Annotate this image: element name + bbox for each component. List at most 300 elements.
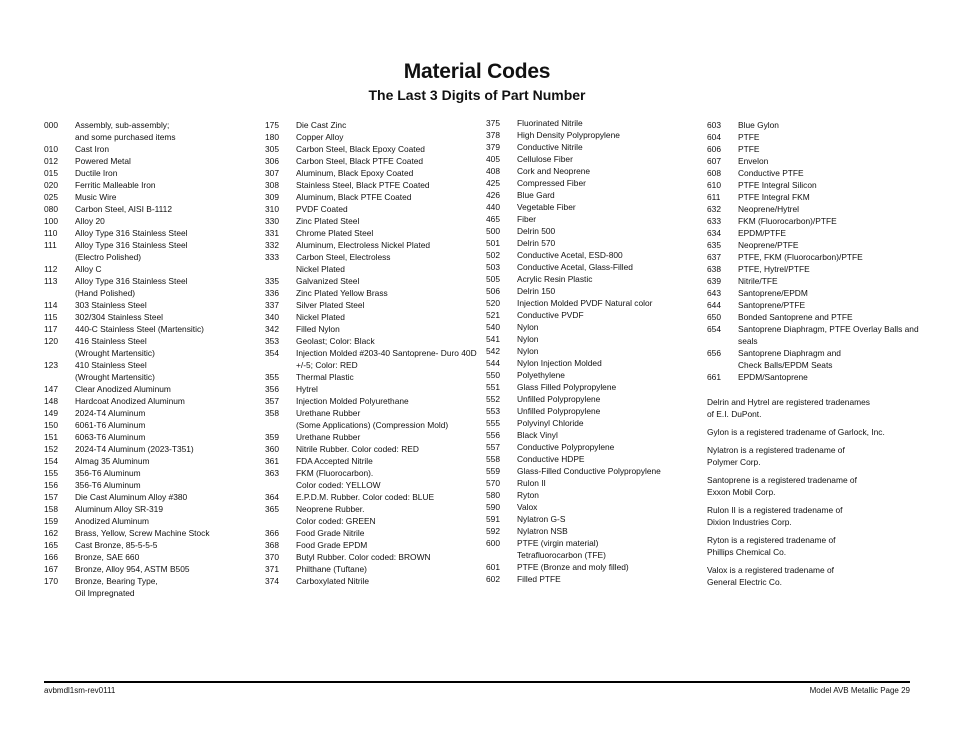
material-code: 602: [486, 574, 500, 584]
material-row: [265, 395, 470, 407]
material-row-continuation: [44, 287, 249, 299]
material-description: Cellulose Fiber: [517, 154, 573, 164]
material-row: [44, 575, 249, 587]
material-row: [486, 141, 691, 153]
material-description: Envelon: [738, 156, 769, 166]
material-code: 358: [265, 408, 279, 418]
material-row: [707, 323, 919, 335]
material-row: [265, 503, 470, 515]
material-row: [265, 287, 470, 299]
material-description: Conductive Polypropylene: [517, 442, 615, 452]
material-description: Chrome Plated Steel: [296, 228, 374, 238]
material-code: 551: [486, 382, 500, 392]
material-row: [486, 297, 691, 309]
material-row: [44, 335, 249, 347]
material-code: 426: [486, 190, 500, 200]
material-code: 559: [486, 466, 500, 476]
material-row: [44, 263, 249, 275]
material-row: [265, 119, 470, 131]
material-code: 156: [44, 480, 58, 490]
material-code: 374: [265, 576, 279, 586]
material-description: Black Vinyl: [517, 430, 558, 440]
material-row: [486, 453, 691, 465]
material-code: 440: [486, 202, 500, 212]
material-code: 375: [486, 118, 500, 128]
material-code: 149: [44, 408, 58, 418]
material-description: 6061-T6 Aluminum: [75, 420, 146, 430]
material-description: Acrylic Resin Plastic: [517, 274, 593, 284]
material-row: [486, 165, 691, 177]
material-description: Silver Plated Steel: [296, 300, 365, 310]
material-row: [486, 237, 691, 249]
trademark-note: Gylon is a registered tradename of Garlock, Inc.: [707, 427, 885, 437]
material-description: Injection Molded #203-40 Santoprene- Duro 40D: [296, 348, 477, 358]
material-description: seals: [738, 336, 758, 346]
material-description: Ryton: [517, 490, 539, 500]
material-description: Aluminum, Black PTFE Coated: [296, 192, 412, 202]
material-row: [265, 311, 470, 323]
material-code: 365: [265, 504, 279, 514]
material-code: 544: [486, 358, 500, 368]
material-description: Powered Metal: [75, 156, 131, 166]
material-code: 166: [44, 552, 58, 562]
material-code: 170: [44, 576, 58, 586]
page-title: Material Codes: [403, 60, 551, 83]
material-row-continuation: [265, 419, 470, 431]
material-description: Carbon Steel, Electroless: [296, 252, 391, 262]
material-description: Color coded: GREEN: [296, 516, 376, 526]
footer-page-label: Model AVB Metallic Page 29: [809, 686, 910, 695]
material-description: Bronze, Bearing Type,: [75, 576, 158, 586]
trademark-note: Rulon II is a registered tradename of Dixion Industries Corp.: [707, 505, 843, 527]
material-row: [44, 503, 249, 515]
material-row: [265, 227, 470, 239]
material-code: 540: [486, 322, 500, 332]
material-code: 151: [44, 432, 58, 442]
material-description: and some purchased items: [75, 132, 176, 142]
material-row-continuation: [707, 359, 912, 371]
material-row: [44, 455, 249, 467]
material-code: 155: [44, 468, 58, 478]
material-code: 363: [265, 468, 279, 478]
material-code: 505: [486, 274, 500, 284]
material-description: Carboxylated Nitrile: [296, 576, 370, 586]
material-row: [265, 347, 477, 359]
material-description: (Wrought Martensitic): [75, 372, 155, 382]
material-code: 635: [707, 240, 721, 250]
material-code: [44, 347, 75, 359]
material-code: 570: [486, 478, 500, 488]
material-code: 608: [707, 168, 721, 178]
material-row: [486, 153, 691, 165]
material-code: 113: [44, 276, 58, 286]
material-code: 340: [265, 312, 279, 322]
material-row: [707, 167, 912, 179]
material-code: 152: [44, 444, 58, 454]
material-code: 610: [707, 180, 721, 190]
material-description: Nitrile/TFE: [738, 276, 778, 286]
material-row: [707, 203, 912, 215]
material-code: 557: [486, 442, 500, 452]
material-description: PTFE, FKM (Fluorocarbon)/PTFE: [738, 252, 863, 262]
footer-rule: [44, 681, 910, 683]
material-description: Neoprene Rubber.: [296, 504, 365, 514]
material-code: 520: [486, 298, 500, 308]
material-row: [265, 407, 470, 419]
material-row: [486, 537, 691, 549]
material-code: 332: [265, 240, 279, 250]
material-description: PTFE: [738, 132, 760, 142]
material-row: [265, 131, 470, 143]
material-row: [707, 251, 912, 263]
material-row: [44, 383, 249, 395]
material-row: [44, 443, 249, 455]
material-description: Fluorinated Nitrile: [517, 118, 583, 128]
material-description: Alloy C: [75, 264, 102, 274]
material-code: 644: [707, 300, 721, 310]
material-row: [44, 215, 249, 227]
material-description: Hardcoat Anodized Aluminum: [75, 396, 185, 406]
material-description: 2024-T4 Aluminum: [75, 408, 146, 418]
material-row: [486, 417, 691, 429]
material-row: [486, 477, 691, 489]
trademark-note: Ryton is a registered tradename of Phillips Chemical Co.: [707, 535, 836, 557]
material-code: 158: [44, 504, 58, 514]
material-description: Nickel Plated: [296, 264, 345, 274]
material-description: Blue Gard: [517, 190, 555, 200]
material-code: [265, 263, 296, 275]
material-row: [707, 215, 912, 227]
material-row: [486, 201, 691, 213]
material-description: Nylon: [517, 346, 539, 356]
material-row: [44, 239, 249, 251]
material-code: 115: [44, 312, 58, 322]
material-description: Zinc Plated Yellow Brass: [296, 288, 388, 298]
material-code: 147: [44, 384, 58, 394]
material-code: 634: [707, 228, 721, 238]
material-row: [486, 213, 691, 225]
material-code: 308: [265, 180, 279, 190]
material-description: Assembly, sub-assembly;: [75, 120, 170, 130]
material-row: [44, 527, 249, 539]
material-code: 337: [265, 300, 279, 310]
material-description: PTFE (virgin material): [517, 538, 599, 548]
material-description: High Density Polypropylene: [517, 130, 620, 140]
material-description: Santoprene Diaphragm, PTFE Overlay Balls and: [738, 324, 919, 334]
material-code: 643: [707, 288, 721, 298]
material-code: 661: [707, 372, 721, 382]
material-code: 500: [486, 226, 500, 236]
material-code: 333: [265, 252, 279, 262]
material-code: 100: [44, 216, 58, 226]
material-row: [44, 311, 249, 323]
material-description: Hytrel: [296, 384, 318, 394]
material-row-continuation: [265, 263, 470, 275]
material-row: [486, 129, 691, 141]
material-row: [486, 441, 691, 453]
material-code: [265, 515, 296, 527]
material-code: 335: [265, 276, 279, 286]
material-row: [265, 275, 470, 287]
material-row: [707, 347, 912, 359]
material-row: [707, 131, 912, 143]
material-code: 080: [44, 204, 58, 214]
material-description: Conductive HDPE: [517, 454, 585, 464]
material-column-1: [44, 119, 249, 599]
trademark-note: Valox is a registered tradename of General Electric Co.: [707, 565, 834, 587]
material-row: [486, 177, 691, 189]
material-row: [44, 227, 249, 239]
material-code: 167: [44, 564, 58, 574]
material-description: EPDM/PTFE: [738, 228, 786, 238]
material-code: 521: [486, 310, 500, 320]
material-row: [265, 527, 470, 539]
material-description: Butyl Rubber. Color coded: BROWN: [296, 552, 431, 562]
material-row: [44, 323, 249, 335]
material-description: Santoprene/PTFE: [738, 300, 806, 310]
material-row: [44, 431, 249, 443]
material-column-2: [265, 119, 477, 587]
material-code: 112: [44, 264, 58, 274]
material-row: [44, 419, 249, 431]
material-code: 558: [486, 454, 500, 464]
material-row: [265, 323, 470, 335]
material-description: Zinc Plated Steel: [296, 216, 360, 226]
material-code: 012: [44, 156, 58, 166]
material-description: Alloy Type 316 Stainless Steel: [75, 228, 188, 238]
material-description: (Wrought Martensitic): [75, 348, 155, 358]
material-code: 606: [707, 144, 721, 154]
material-description: Compressed Fiber: [517, 178, 586, 188]
material-code: 370: [265, 552, 279, 562]
material-description: Rulon II: [517, 478, 546, 488]
material-code: 353: [265, 336, 279, 346]
material-description: Food Grade Nitrile: [296, 528, 365, 538]
material-row: [44, 167, 249, 179]
spacer: [707, 383, 912, 396]
material-row: [44, 515, 249, 527]
material-row: [486, 573, 691, 585]
material-code: 114: [44, 300, 58, 310]
material-code: 000: [44, 120, 58, 130]
material-row: [44, 275, 249, 287]
material-code: 656: [707, 348, 721, 358]
material-code: [44, 251, 75, 263]
material-row-continuation: [44, 131, 249, 143]
material-description: Food Grade EPDM: [296, 540, 368, 550]
material-row: [44, 539, 249, 551]
material-row: [44, 143, 249, 155]
material-code: 639: [707, 276, 721, 286]
material-row: [486, 381, 691, 393]
material-row-continuation: [44, 347, 249, 359]
material-code: 408: [486, 166, 500, 176]
material-row: [265, 563, 470, 575]
material-code: 650: [707, 312, 721, 322]
material-description: Nitrile Rubber. Color coded: RED: [296, 444, 419, 454]
material-description: FKM (Fluorocarbon)/PTFE: [738, 216, 837, 226]
material-description: 416 Stainless Steel: [75, 336, 147, 346]
material-row: [486, 285, 691, 297]
material-description: Santoprene/EPDM: [738, 288, 808, 298]
material-code: 550: [486, 370, 500, 380]
material-code: 159: [44, 516, 58, 526]
material-row: [486, 501, 691, 513]
material-code: 025: [44, 192, 58, 202]
material-code: 590: [486, 502, 500, 512]
material-row: [265, 143, 470, 155]
material-description: 410 Stainless Steel: [75, 360, 147, 370]
material-description: +/-5; Color: RED: [296, 360, 358, 370]
material-row: [707, 263, 912, 275]
material-description: 356-T6 Aluminum: [75, 468, 141, 478]
material-row: [486, 321, 691, 333]
material-row: [44, 179, 249, 191]
material-description: Vegetable Fiber: [517, 202, 576, 212]
material-code: 180: [265, 132, 279, 142]
material-code: 501: [486, 238, 500, 248]
material-row-continuation: [265, 479, 470, 491]
material-description: Thermal Plastic: [296, 372, 354, 382]
material-description: Bronze, Alloy 954, ASTM B505: [75, 564, 190, 574]
material-code: [44, 587, 75, 599]
material-code: 361: [265, 456, 279, 466]
material-row: [44, 467, 249, 479]
material-row: [265, 167, 470, 179]
material-description: Aluminum Alloy SR-319: [75, 504, 163, 514]
material-row: [707, 119, 912, 131]
material-code: 555: [486, 418, 500, 428]
material-row: [44, 479, 249, 491]
material-description: Polyvinyl Chloride: [517, 418, 584, 428]
material-description: Injection Molded Polyurethane: [296, 396, 409, 406]
material-description: Blue Gylon: [738, 120, 779, 130]
material-row: [44, 203, 249, 215]
material-code: [44, 131, 75, 143]
material-code: 331: [265, 228, 279, 238]
material-description: Brass, Yellow, Screw Machine Stock: [75, 528, 210, 538]
material-description: 6063-T6 Aluminum: [75, 432, 146, 442]
material-description: Copper Alloy: [296, 132, 344, 142]
material-row: [486, 117, 691, 129]
material-row: [486, 249, 691, 261]
material-description: Filled Nylon: [296, 324, 340, 334]
material-row: [44, 551, 249, 563]
material-code: 506: [486, 286, 500, 296]
material-description: E.P.D.M. Rubber. Color coded: BLUE: [296, 492, 435, 502]
material-row: [707, 227, 912, 239]
material-description: 356-T6 Aluminum: [75, 480, 141, 490]
material-code: [707, 335, 738, 347]
material-row: [486, 465, 691, 477]
material-description: Neoprene/Hytrel: [738, 204, 799, 214]
material-row-continuation: [44, 587, 249, 599]
material-description: Alloy 20: [75, 216, 105, 226]
material-description: Cork and Neoprene: [517, 166, 591, 176]
material-description: 303 Stainless Steel: [75, 300, 147, 310]
material-row: [486, 189, 691, 201]
trademark-note: Santoprene is a registered tradename of Exxon Mobil Corp.: [707, 475, 857, 497]
material-code: 502: [486, 250, 500, 260]
material-row: [486, 489, 691, 501]
material-row: [707, 191, 912, 203]
material-code: 364: [265, 492, 279, 502]
material-description: Nylon Injection Molded: [517, 358, 602, 368]
material-code: 637: [707, 252, 721, 262]
material-code: 556: [486, 430, 500, 440]
material-row: [486, 225, 691, 237]
material-description: Ductile Iron: [75, 168, 118, 178]
material-code: 592: [486, 526, 500, 536]
material-row: [44, 407, 249, 419]
material-description: Nylatron NSB: [517, 526, 568, 536]
material-row: [265, 491, 470, 503]
material-code: 120: [44, 336, 58, 346]
material-description: Ferritic Malleable Iron: [75, 180, 156, 190]
material-description: Conductive Acetal, ESD-800: [517, 250, 623, 260]
material-row-continuation: [707, 335, 912, 347]
material-code: 111: [44, 240, 57, 250]
material-row: [265, 539, 470, 551]
material-code: 503: [486, 262, 500, 272]
material-description: Filled PTFE: [517, 574, 561, 584]
material-description: Unfilled Polypropylene: [517, 406, 601, 416]
material-description: Conductive Acetal, Glass-Filled: [517, 262, 633, 272]
material-code: 342: [265, 324, 279, 334]
material-code: 150: [44, 420, 58, 430]
material-row: [265, 455, 470, 467]
material-code: 010: [44, 144, 58, 154]
material-row: [265, 443, 470, 455]
material-description: Urethane Rubber: [296, 432, 361, 442]
material-description: Alloy Type 316 Stainless Steel: [75, 240, 188, 250]
material-description: (Some Applications) (Compression Mold): [296, 420, 449, 430]
material-row: [265, 335, 470, 347]
material-row-continuation: [265, 515, 470, 527]
material-code: 633: [707, 216, 721, 226]
material-row: [486, 429, 691, 441]
material-description: Conductive PTFE: [738, 168, 804, 178]
material-description: (Electro Polished): [75, 252, 142, 262]
material-description: Glass-Filled Conductive Polypropylene: [517, 466, 661, 476]
material-code: 162: [44, 528, 58, 538]
material-code: 611: [707, 192, 721, 202]
material-description: Die Cast Aluminum Alloy #380: [75, 492, 188, 502]
material-code: 378: [486, 130, 500, 140]
material-description: Delrin 150: [517, 286, 556, 296]
material-row: [707, 143, 912, 155]
material-code: 305: [265, 144, 279, 154]
material-code: 165: [44, 540, 58, 550]
material-description: Urethane Rubber: [296, 408, 361, 418]
material-description: Carbon Steel, AISI B-1112: [75, 204, 172, 214]
material-description: Unfilled Polypropylene: [517, 394, 601, 404]
material-description: EPDM/Santoprene: [738, 372, 808, 382]
material-description: (Hand Polished): [75, 288, 136, 298]
material-code: 632: [707, 204, 721, 214]
material-description: Valox: [517, 502, 538, 512]
material-code: 015: [44, 168, 58, 178]
material-description: PVDF Coated: [296, 204, 348, 214]
material-code: 553: [486, 406, 500, 416]
material-row: [44, 491, 249, 503]
material-code: 157: [44, 492, 58, 502]
material-code: 603: [707, 120, 721, 130]
material-description: Polyethylene: [517, 370, 565, 380]
material-row: [486, 369, 691, 381]
material-row: [44, 119, 249, 131]
material-row: [707, 179, 912, 191]
